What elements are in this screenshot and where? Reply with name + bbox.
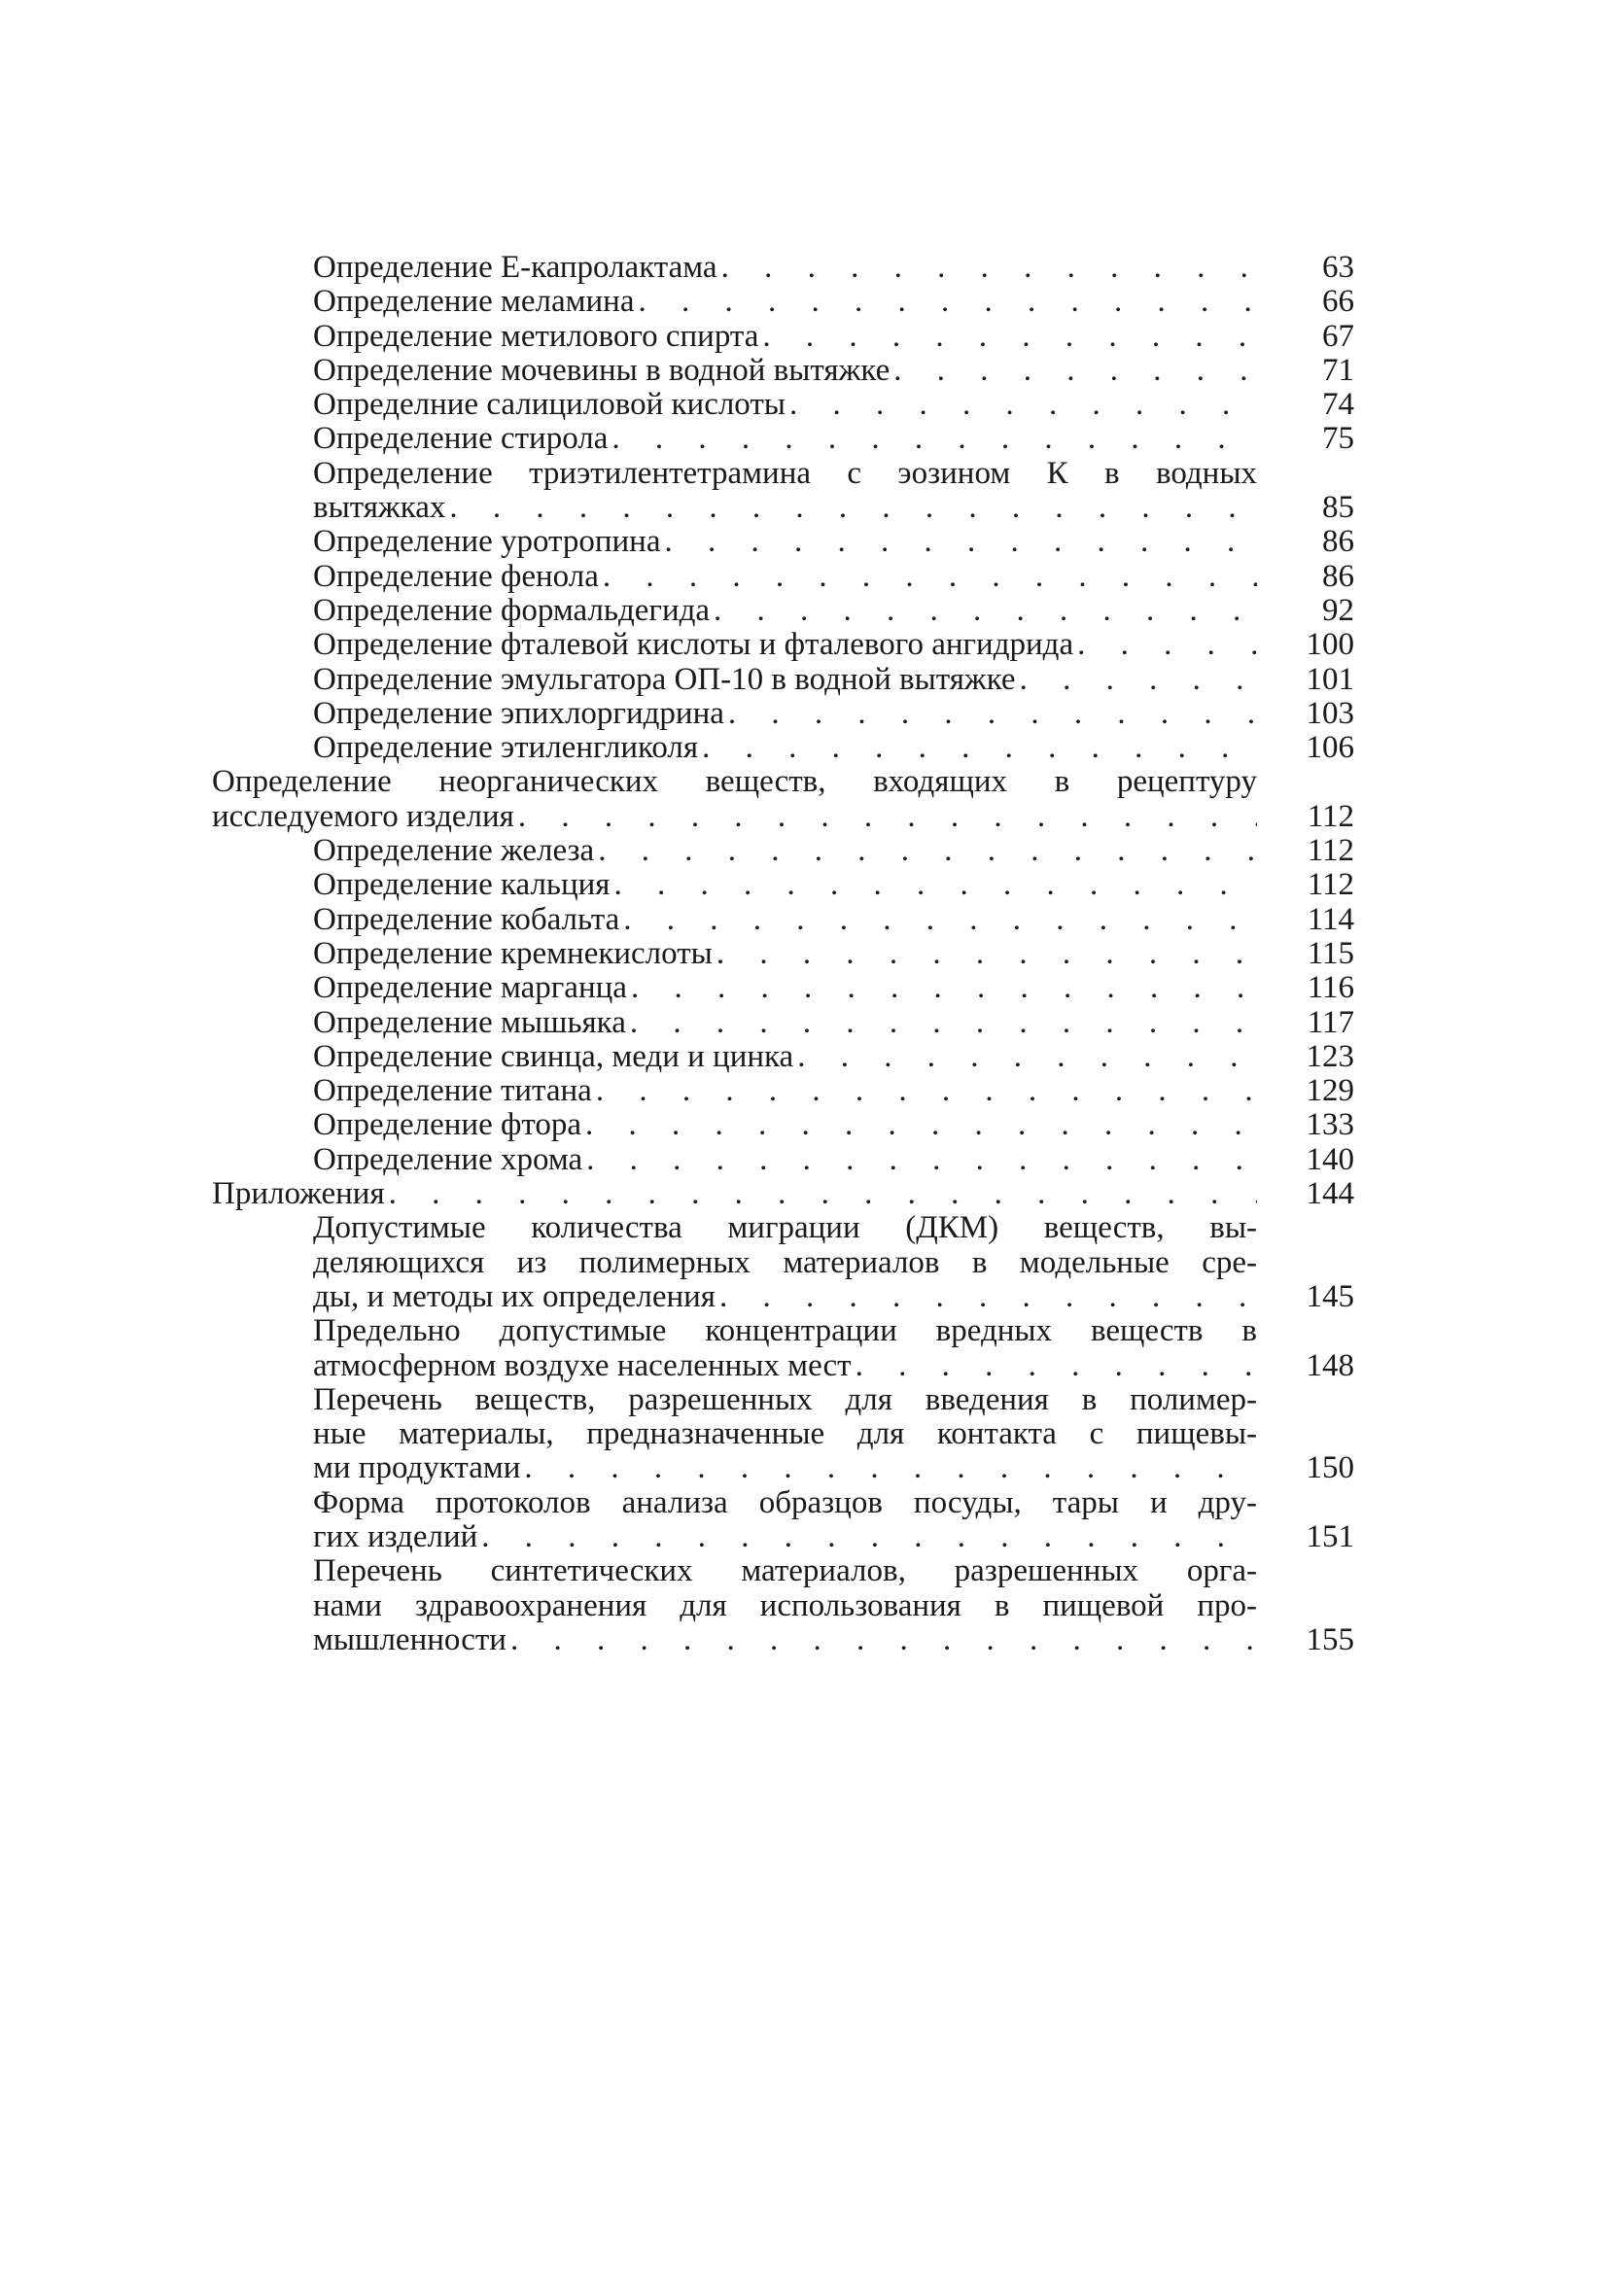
- toc-entry-title: Определение стирола: [313, 421, 609, 457]
- toc-entry: [212, 1040, 1354, 1074]
- toc-page-number: 144: [1306, 1176, 1354, 1212]
- toc-page-number: 92: [1322, 592, 1354, 628]
- toc-entry-line: Определение неорганических веществ, входящих в рецептуру: [212, 764, 1257, 800]
- toc-entry-last-line: [212, 731, 1257, 765]
- toc-entry-last-line: [212, 388, 1257, 422]
- dot-leader: [728, 697, 1257, 731]
- toc-entry-last-line: [212, 1108, 1257, 1142]
- toc-entry-title: Определение мышьяка: [313, 1004, 626, 1040]
- toc-entry: [212, 1383, 1354, 1486]
- toc-entry: [212, 1108, 1354, 1142]
- toc-entry: [212, 1211, 1354, 1314]
- toc-entry-last-line: [212, 354, 1257, 388]
- dot-leader: [524, 1451, 1257, 1485]
- toc-entry-title: Определение хрома: [313, 1141, 583, 1177]
- toc-page-number: 86: [1322, 558, 1354, 594]
- toc-page-number: 74: [1322, 387, 1354, 423]
- toc-entry-title: Определение фтора: [313, 1107, 581, 1143]
- toc-entry: [212, 525, 1354, 559]
- toc-page-number: 85: [1322, 490, 1354, 526]
- toc-entry-title: Определение формальдегида: [313, 592, 711, 628]
- toc-entry-title: Определение уротропина: [313, 524, 661, 560]
- toc-page-number: 133: [1306, 1107, 1354, 1143]
- dot-leader: [518, 800, 1257, 834]
- toc-entry-last-line: [212, 971, 1257, 1005]
- toc-entry: [212, 251, 1354, 285]
- dot-leader: [603, 560, 1257, 594]
- toc-entry: [212, 663, 1354, 697]
- dot-leader: [721, 251, 1257, 285]
- toc-entry-line: Перечень синтетических материалов, разрешенных орга-: [313, 1553, 1257, 1589]
- toc-entry-last-line: [212, 1074, 1257, 1108]
- toc-entry-last-line: [212, 1623, 1257, 1657]
- toc-entry-line: Форма протоколов анализа образцов посуды, тары и дру-: [313, 1484, 1257, 1520]
- dot-leader: [598, 834, 1257, 868]
- dot-leader: [449, 491, 1257, 525]
- toc-entry: [212, 1486, 1354, 1555]
- toc-page-number: 145: [1306, 1278, 1354, 1314]
- toc-page-number: 123: [1306, 1038, 1354, 1074]
- toc-entry-line: Перечень веществ, разрешенных для введения в полимер-: [313, 1381, 1257, 1417]
- toc-page-number: 101: [1306, 661, 1354, 697]
- toc-entry-last-line: [212, 1177, 1257, 1211]
- toc-entry-last-line: [212, 1280, 1257, 1314]
- toc-entry-title: Определение марганца: [313, 970, 627, 1006]
- toc-page-number: 114: [1307, 901, 1354, 937]
- toc-entry: [212, 731, 1354, 765]
- toc-page-number: 116: [1307, 970, 1354, 1006]
- dot-leader: [389, 1177, 1257, 1211]
- toc-page-number: 67: [1322, 318, 1354, 354]
- toc-entry-title: атмосферном воздухе населенных мест: [313, 1347, 852, 1383]
- dot-leader: [585, 1108, 1257, 1142]
- toc-entry-last-line: [212, 1040, 1257, 1074]
- toc-entry: [212, 628, 1354, 662]
- toc-entry-title: Определение этиленгликоля: [313, 730, 699, 766]
- toc-entry: [212, 1006, 1354, 1040]
- toc-entry-last-line: [212, 800, 1257, 834]
- toc-entry: [212, 457, 1354, 526]
- toc-entry-last-line: [212, 1006, 1257, 1040]
- toc-entry: [212, 1143, 1354, 1177]
- toc-entry: [212, 1074, 1354, 1108]
- toc-entry-title: Определение кальция: [313, 867, 611, 903]
- dot-leader: [630, 1006, 1257, 1040]
- toc-entry-last-line: [212, 285, 1257, 319]
- toc-entry-title: Определение кобальта: [313, 901, 620, 937]
- toc-page-number: 148: [1306, 1347, 1354, 1383]
- toc-entry-last-line: [212, 1451, 1257, 1485]
- dot-leader: [797, 1040, 1257, 1074]
- toc-entry-last-line: [212, 834, 1257, 868]
- toc-entry-title: Определение фенола: [313, 558, 599, 594]
- toc-entry-title: Определение Е-капролактама: [313, 250, 717, 285]
- toc-entry: [212, 937, 1354, 971]
- toc-entry: [212, 834, 1354, 868]
- toc-entry: [212, 388, 1354, 422]
- toc-entry-last-line: [212, 868, 1257, 902]
- toc-entry: [212, 697, 1354, 731]
- toc-entry-last-line: [212, 1520, 1257, 1554]
- dot-leader: [665, 525, 1258, 559]
- toc-entry-last-line: [212, 251, 1257, 285]
- toc-entry: [212, 354, 1354, 388]
- toc-entry-title: Определение титана: [313, 1073, 592, 1109]
- toc-entry-title: Определение кремнекислоты: [313, 935, 713, 971]
- dot-leader: [631, 971, 1257, 1005]
- dot-leader: [481, 1520, 1257, 1554]
- toc-entry-last-line: [212, 697, 1257, 731]
- toc-entry-title: Определние салициловой кислоты: [313, 387, 786, 423]
- toc-entry-title: вытяжках: [313, 490, 446, 526]
- dot-leader: [762, 320, 1257, 354]
- toc-page-number: 100: [1306, 627, 1354, 663]
- toc-page-number: 140: [1306, 1141, 1354, 1177]
- toc-entry-title: Определение меламина: [313, 284, 635, 320]
- toc-entry-last-line: [212, 491, 1257, 525]
- toc-page-number: 117: [1307, 1004, 1354, 1040]
- toc-entry-title: ды, и методы их определения: [313, 1278, 716, 1314]
- toc-page-number: 155: [1306, 1621, 1354, 1657]
- toc-page-number: 63: [1322, 250, 1354, 285]
- dot-leader: [611, 422, 1257, 456]
- toc-entry: [212, 903, 1354, 937]
- toc-entry-last-line: [212, 560, 1257, 594]
- dot-leader: [789, 388, 1257, 422]
- toc-entry: [212, 422, 1354, 456]
- toc-entry-line: Определение триэтилентетрамина с эозином К в водных: [313, 455, 1257, 491]
- toc-page-number: 112: [1307, 798, 1354, 834]
- dot-leader: [510, 1623, 1257, 1657]
- toc-entry: [212, 971, 1354, 1005]
- dot-leader: [596, 1074, 1257, 1108]
- dot-leader: [638, 285, 1257, 319]
- dot-leader: [1020, 663, 1257, 697]
- dot-leader: [586, 1143, 1257, 1177]
- dot-leader: [856, 1349, 1257, 1383]
- toc-entry-last-line: [212, 903, 1257, 937]
- toc-entry-title: гих изделий: [313, 1518, 478, 1554]
- dot-leader: [623, 903, 1257, 937]
- dot-leader: [716, 937, 1257, 971]
- toc-entry-title: Определение фталевой кислоты и фталевого ангидрида: [313, 627, 1074, 663]
- toc-entry-title: Определение метилового спирта: [313, 318, 759, 354]
- toc-entry-line: Предельно допустимые концентрации вредных веществ в: [313, 1313, 1257, 1349]
- toc-page-number: 66: [1322, 284, 1354, 320]
- dot-leader: [719, 1280, 1257, 1314]
- toc-entry: [212, 1177, 1354, 1211]
- toc-entry: [212, 868, 1354, 902]
- toc-entry-title: Определение эпихлоргидрина: [313, 695, 724, 731]
- toc-entry: [212, 1554, 1354, 1657]
- toc-page-number: 150: [1306, 1450, 1354, 1486]
- toc-entry-title: исследуемого изделия: [212, 798, 514, 834]
- dot-leader: [1077, 628, 1257, 662]
- toc-page-number: 75: [1322, 421, 1354, 457]
- toc-page-number: 112: [1307, 867, 1354, 903]
- toc-entry-last-line: [212, 525, 1257, 559]
- toc-entry-line: ные материалы, предназначенные для контакта с пищевы-: [313, 1416, 1257, 1452]
- toc-entry-title: Определение мочевины в водной вытяжке: [313, 352, 891, 388]
- dot-leader: [613, 868, 1257, 902]
- toc-page-number: 86: [1322, 524, 1354, 560]
- dot-leader: [714, 594, 1257, 628]
- toc-entry-line: нами здравоохранения для использования в пищевой про-: [313, 1587, 1257, 1623]
- toc-page-number: 112: [1307, 833, 1354, 869]
- toc-entry-title: мышленности: [313, 1621, 507, 1657]
- toc-entry-last-line: [212, 422, 1257, 456]
- toc-entry-last-line: [212, 1349, 1257, 1383]
- dot-leader: [893, 354, 1257, 388]
- toc-page-number: 106: [1306, 730, 1354, 766]
- toc-page-number: 115: [1307, 935, 1354, 971]
- toc-entry-title: ми продуктами: [313, 1450, 521, 1486]
- toc-page-number: 151: [1306, 1518, 1354, 1554]
- toc-entry: [212, 285, 1354, 319]
- table-of-contents: [212, 251, 1354, 1657]
- toc-entry-title: Определение железа: [313, 833, 595, 869]
- toc-entry-last-line: [212, 663, 1257, 697]
- toc-entry: [212, 560, 1354, 594]
- toc-entry-line: деляющихся из полимерных материалов в модельные сре-: [313, 1244, 1257, 1280]
- toc-entry-last-line: [212, 937, 1257, 971]
- toc-entry-line: Допустимые количества миграции (ДКМ) веществ, вы-: [313, 1210, 1257, 1246]
- dot-leader: [702, 731, 1257, 765]
- toc-page-number: 103: [1306, 695, 1354, 731]
- toc-entry-title: Определение свинца, меди и цинка: [313, 1038, 794, 1074]
- toc-entry-last-line: [212, 628, 1257, 662]
- toc-page-number: 129: [1306, 1073, 1354, 1109]
- toc-entry: [212, 594, 1354, 628]
- toc-entry-title: Приложения: [212, 1176, 385, 1212]
- toc-entry: [212, 765, 1354, 834]
- toc-entry: [212, 320, 1354, 354]
- toc-entry-last-line: [212, 320, 1257, 354]
- toc-entry: [212, 1314, 1354, 1383]
- toc-entry-last-line: [212, 1143, 1257, 1177]
- toc-entry-last-line: [212, 594, 1257, 628]
- toc-page-number: 71: [1322, 352, 1354, 388]
- toc-entry-title: Определение эмульгатора ОП-10 в водной вытяжке: [313, 661, 1016, 697]
